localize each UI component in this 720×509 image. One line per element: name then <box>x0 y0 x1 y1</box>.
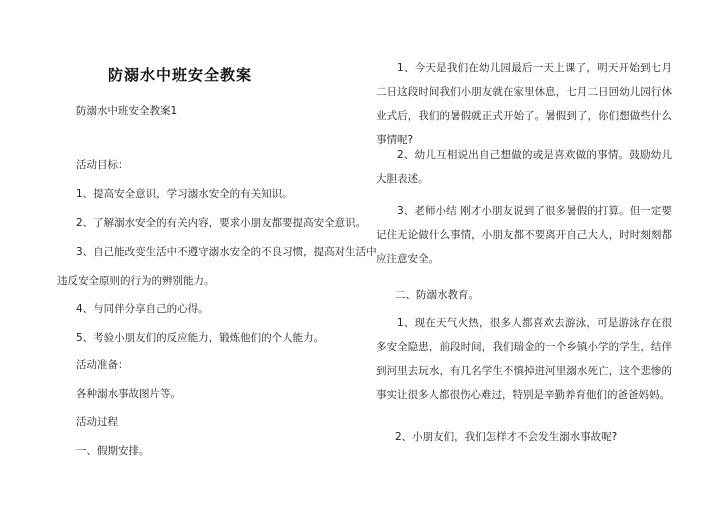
paragraph-1: 1、今天是我们在幼儿园最后一天上课了，明天开始到七月二日这段时间我们小朋友就在家里休息，七月二日回幼儿园行休业式后，我们的暑假就正式开始了。暑假到了，你们想做些什么事情呢? <box>376 62 672 146</box>
document-title: 防溺水中班安全教案 <box>107 66 252 84</box>
prep-heading: 活动准备： <box>76 359 129 371</box>
goal-item-5: 5、考验小朋友们的反应能力，锻炼他们的个人能力。 <box>76 332 325 344</box>
goal-item-1: 1、提高安全意识，学习溺水安全的有关知识。 <box>76 188 293 200</box>
step-2-heading: 二、防溺水教育。 <box>395 289 479 301</box>
goal-item-3-line2: 违反安全原则的行为的辨别能力。 <box>57 275 215 287</box>
goals-heading: 活动目标： <box>76 159 129 171</box>
step-1-heading: 一、假期安排。 <box>76 445 150 457</box>
paragraph-2: 2、幼儿互相说出自己想做的或是喜欢做的事情。鼓励幼儿大胆表述。 <box>376 149 672 185</box>
goal-item-3-line1: 3、自己能改变生活中不遵守溺水安全的不良习惯，提高对生活中 <box>76 246 377 258</box>
goal-item-2: 2、了解溺水安全的有关内容，要求小朋友都要提高安全意识。 <box>76 217 367 229</box>
document-subtitle: 防溺水中班安全教案1 <box>76 105 178 117</box>
paragraph-5: 2、小朋友们，我们怎样才不会发生溺水事故呢? <box>395 431 618 443</box>
prep-text: 各种溺水事故图片等。 <box>76 388 181 400</box>
paragraph-4: 1、现在天气火热，很多人都喜欢去游泳，可是游泳存在很多安全隐患，前段时间，我们瑞金的一个乡镇小学的学生，结伴到河里去玩水，有几名学生不慎掉进河里溺水死亡，这个悲惨的事实让很多人都很伤心难过，特别是辛勤养育他们的爸爸妈妈。 <box>376 317 672 401</box>
goal-item-4: 4、与同伴分享自己的心得。 <box>76 303 209 315</box>
paragraph-3: 3、老师小结 刚才小朋友说到了很多暑假的打算。但一定要记住无论做什么事情，小朋友都不要离开自己大人，时时刻刻都应注意安全。 <box>376 205 672 265</box>
process-heading: 活动过程 <box>76 416 118 428</box>
